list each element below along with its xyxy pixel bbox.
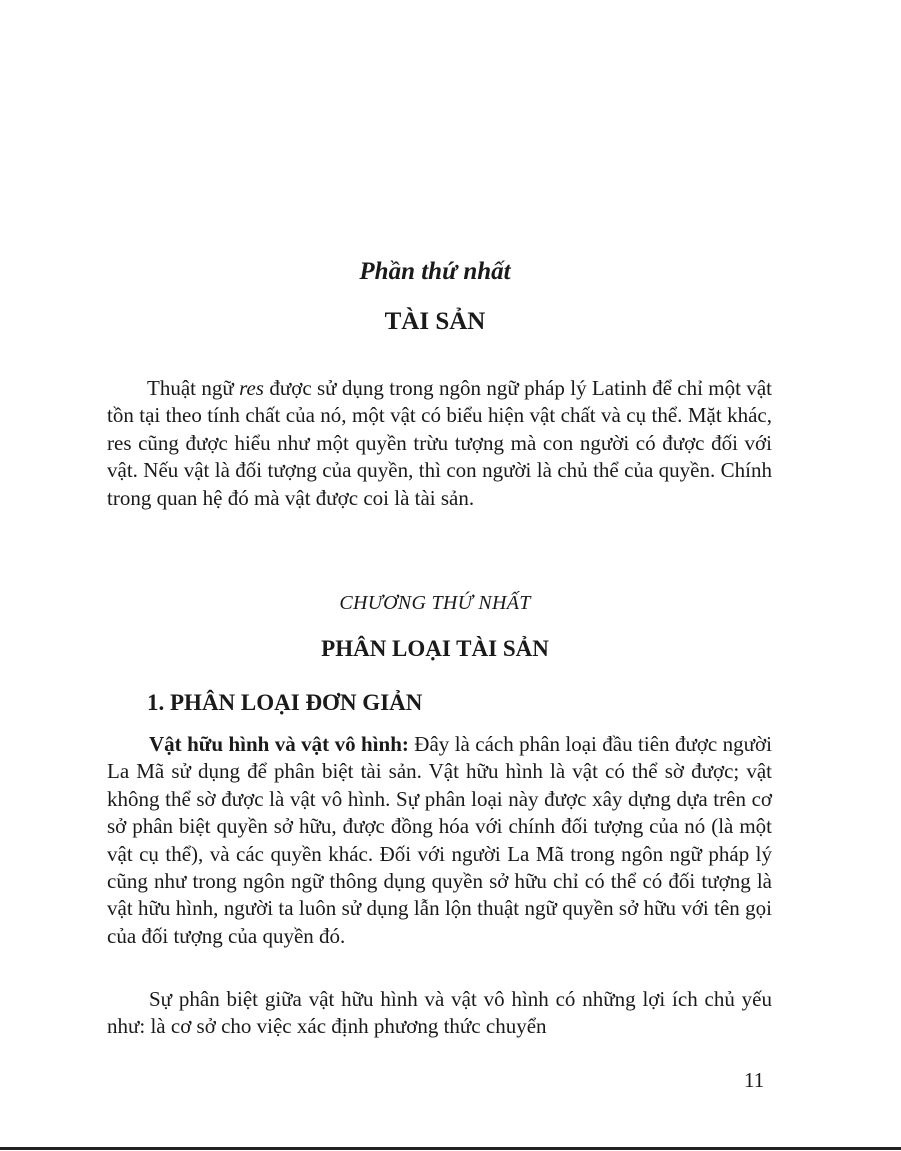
paragraph-lead-term: Vật hữu hình và vật vô hình: — [149, 732, 409, 756]
intro-text: được sử dụng trong ngôn ngữ pháp lý Latinh để chỉ một vật tồn tại theo tính chất của nó, một vật có biểu hiện vật chất và cụ thể. Mặt khác, res cũng được hiểu như một quyền trừu tượng mà con người có được đối với vật. Nếu vật là đối tượng của quyền, thì con người là chủ thể của quyền. Chính trong quan hệ đó mà vật được coi là tài sản. — [107, 376, 772, 510]
bottom-divider — [0, 1147, 901, 1150]
part-label: Phần thứ nhất — [359, 258, 511, 285]
paragraph-2-text: Sự phân biệt giữa vật hữu hình và vật vô hình có những lợi ích chủ yếu như: là cơ sở cho việc xác định phương thức chuyển — [107, 987, 772, 1039]
intro-term: res — [239, 376, 264, 400]
section-paragraph-2 — [107, 986, 772, 1041]
part-title: TÀI SẢN — [384, 308, 486, 335]
section-heading: 1. PHÂN LOẠI ĐƠN GIẢN — [147, 690, 423, 715]
page-number: 11 — [744, 1068, 765, 1092]
intro-lead: Thuật ngữ — [147, 376, 240, 400]
chapter-title: PHÂN LOẠI TÀI SẢN — [321, 636, 549, 661]
intro-paragraph — [107, 375, 772, 512]
paragraph-1-text: Đây là cách phân loại đầu tiên được người La Mã sử dụng để phân biệt tài sản. Vật hữu hình là vật có thể sờ được; vật không thể sờ được là vật vô hình. Sự phân loại này được xây dựng dựa trên cơ sở phân biệt quyền sở hữu, được đồng hóa với chính đối tượng của nó (là một vật cụ thể), và các quyền khác. Đối với người La Mã trong ngôn ngữ pháp lý cũng như trong ngôn ngữ thông dụng quyền sở hữu chỉ có thể có đối tượng là vật hữu hình, người ta luôn sử dụng lẫn lộn thuật ngữ quyền sở hữu với tên gọi của đối tượng của quyền đó. — [107, 732, 772, 948]
chapter-label: CHƯƠNG THỨ NHẤT — [339, 592, 531, 614]
section-paragraph-1 — [107, 731, 772, 950]
